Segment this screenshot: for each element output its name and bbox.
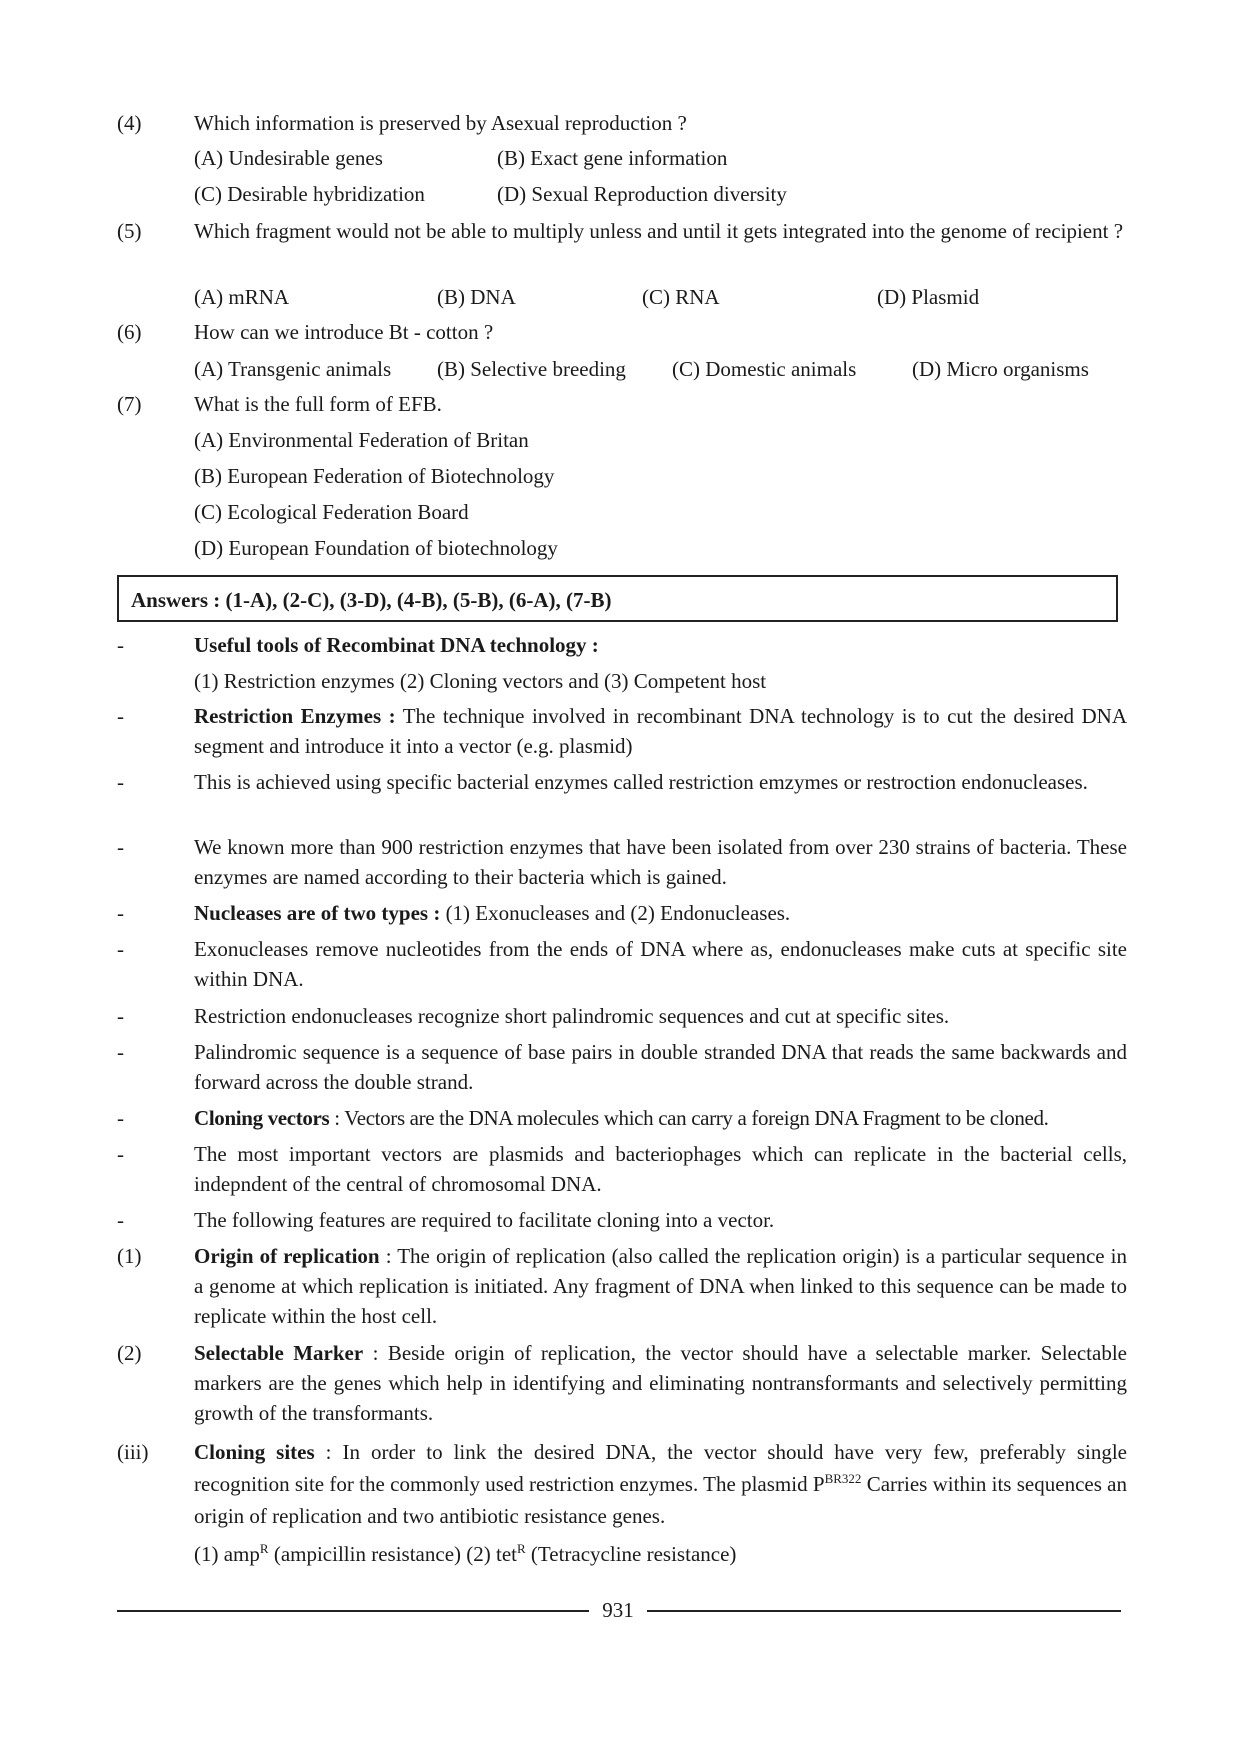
bullet-dash: - bbox=[117, 770, 124, 794]
term: Restriction Enzymes : bbox=[194, 704, 396, 728]
option-d: (D) Plasmid bbox=[877, 285, 980, 309]
option-d: (D) European Foundation of biotechnology bbox=[194, 536, 558, 560]
useful-tools-list: (1) Restriction enzymes (2) Cloning vectors and (3) Competent host bbox=[194, 669, 767, 693]
heading: Useful tools of Recombinat DNA technology : bbox=[194, 633, 599, 657]
bullet-dash: - bbox=[117, 835, 124, 859]
bullet-paragraph bbox=[117, 1001, 1127, 1031]
term: Origin of replication bbox=[194, 1244, 380, 1268]
option-b: (B) Selective breeding bbox=[437, 357, 626, 381]
bullet-paragraph bbox=[117, 1205, 1127, 1235]
paragraph-text: Exonucleases remove nucleotides from the ends of DNA where as, endonucleases make cuts at specific site within DNA. bbox=[194, 937, 1127, 991]
term: Selectable Marker bbox=[194, 1341, 364, 1365]
paragraph-text: This is achieved using specific bacterial enzymes called restriction emzymes or restroction endonucleases. bbox=[194, 770, 1088, 794]
bullet-useful-tools bbox=[117, 630, 1127, 660]
question-number: (4) bbox=[117, 111, 142, 135]
feature-number: (2) bbox=[117, 1341, 142, 1365]
option-c: (C) RNA bbox=[642, 285, 720, 309]
bullet-dash: - bbox=[117, 937, 124, 961]
option-d: (D) Micro organisms bbox=[912, 357, 1089, 381]
option-c: (C) Desirable hybridization bbox=[194, 182, 425, 206]
option-a: (A) mRNA bbox=[194, 285, 290, 309]
definition: (1) Exonucleases and (2) Endonucleases. bbox=[440, 901, 791, 925]
option-a: (A) Undesirable genes bbox=[194, 146, 383, 170]
bullet-nucleases bbox=[117, 898, 1127, 928]
feature-number: (1) bbox=[117, 1244, 142, 1268]
bullet-dash: - bbox=[117, 1106, 124, 1130]
bullet-dash: - bbox=[117, 704, 124, 728]
feature-cloning-sites bbox=[117, 1436, 1127, 1532]
paragraph-text: The most important vectors are plasmids and bacteriophages which can replicate in the bacterial cells, indepndent of the central of chromosomal DNA. bbox=[194, 1142, 1127, 1196]
term: Cloning sites bbox=[194, 1440, 315, 1464]
feature-selectable-marker bbox=[117, 1338, 1127, 1428]
term: Cloning vectors bbox=[194, 1106, 330, 1130]
question-text: Which fragment would not be able to multiply unless and until it gets integrated into the genome of recipient ? bbox=[194, 219, 1124, 243]
bullet-dash: - bbox=[117, 633, 124, 657]
bullet-dash: - bbox=[117, 1040, 124, 1064]
option-c: (C) Domestic animals bbox=[672, 357, 857, 381]
gene-1-desc: (ampicillin resistance) (2) tet bbox=[268, 1542, 517, 1566]
question-number: (6) bbox=[117, 320, 142, 344]
plasmid-superscript: BR322 bbox=[824, 1471, 862, 1486]
question-text: Which information is preserved by Asexual reproduction ? bbox=[194, 111, 687, 135]
question-4 bbox=[117, 108, 1127, 138]
bullet-dash: - bbox=[117, 1142, 124, 1166]
bullet-paragraph bbox=[117, 1139, 1127, 1199]
definition-continued: Carries within its sequences an origin of replication and two antibiotic resistance genes. bbox=[194, 1472, 1128, 1528]
definition: : The origin of replication (also called the replication origin) is a particular sequence in a genome at which replication is initiated. Any fragment of DNA when linked to this sequence can be made to replicate within the host cell. bbox=[194, 1244, 1128, 1328]
gene-1-superscript: R bbox=[259, 1541, 269, 1556]
footer-rule-left bbox=[117, 1610, 589, 1612]
answers-box: Answers : (1-A), (2-C), (3-D), (4-B), (5-B), (6-A), (7-B) bbox=[117, 575, 1118, 622]
footer-rule-right bbox=[647, 1610, 1121, 1612]
bullet-dash: - bbox=[117, 1004, 124, 1028]
bullet-dash: - bbox=[117, 901, 124, 925]
feature-number: (iii) bbox=[117, 1440, 149, 1464]
option-a: (A) Environmental Federation of Britan bbox=[194, 428, 529, 452]
bullet-dash: - bbox=[117, 1208, 124, 1232]
bullet-paragraph bbox=[117, 767, 1127, 797]
question-number: (7) bbox=[117, 392, 142, 416]
antibiotic-genes bbox=[194, 1539, 736, 1569]
question-number: (5) bbox=[117, 219, 142, 243]
definition: : Vectors are the DNA molecules which can carry a foreign DNA Fragment to be cloned. bbox=[329, 1106, 1049, 1130]
bullet-paragraph bbox=[117, 832, 1127, 892]
gene-2-superscript: R bbox=[516, 1541, 526, 1556]
feature-origin-of-replication bbox=[117, 1241, 1127, 1331]
question-6 bbox=[117, 317, 1127, 347]
option-a: (A) Transgenic animals bbox=[194, 357, 392, 381]
bullet-restriction-enzymes bbox=[117, 701, 1127, 761]
option-d: (D) Sexual Reproduction diversity bbox=[497, 182, 787, 206]
bullet-paragraph bbox=[117, 934, 1127, 994]
definition: : Beside origin of replication, the vector should have a selectable marker. Selectable markers are the genes which help in identifying and eliminating nontransformants and selectively permitting growth of the transformants. bbox=[194, 1341, 1127, 1425]
paragraph-text: Palindromic sequence is a sequence of base pairs in double stranded DNA that reads the same backwards and forward across the double strand. bbox=[194, 1040, 1127, 1094]
question-text: What is the full form of EFB. bbox=[194, 392, 442, 416]
term: Nucleases are of two types : bbox=[194, 901, 441, 925]
definition: : In order to link the desired DNA, the vector should have very few, preferably single recognition site for the commonly used restriction enzymes. The plasmid P bbox=[194, 1440, 1127, 1496]
question-text: How can we introduce Bt - cotton ? bbox=[194, 320, 494, 344]
option-c: (C) Ecological Federation Board bbox=[194, 500, 469, 524]
option-b: (B) DNA bbox=[437, 285, 516, 309]
option-b: (B) Exact gene information bbox=[497, 146, 728, 170]
page-footer bbox=[117, 1595, 1121, 1625]
question-7 bbox=[117, 389, 1127, 419]
paragraph-text: The following features are required to facilitate cloning into a vector. bbox=[194, 1208, 775, 1232]
definition: The technique involved in recombinant DNA technology is to cut the desired DNA segment and introduce it into a vector (e.g. plasmid) bbox=[194, 704, 1127, 758]
bullet-paragraph bbox=[117, 1037, 1127, 1097]
paragraph-text: Restriction endonucleases recognize short palindromic sequences and cut at specific sites. bbox=[194, 1004, 950, 1028]
option-b: (B) European Federation of Biotechnology bbox=[194, 464, 555, 488]
page-number: 931 bbox=[602, 1598, 634, 1622]
gene-1: (1) amp bbox=[194, 1542, 260, 1566]
question-5 bbox=[117, 216, 1127, 246]
gene-2-desc: (Tetracycline resistance) bbox=[525, 1542, 737, 1566]
paragraph-text: We known more than 900 restriction enzymes that have been isolated from over 230 strains of bacteria. These enzymes are named according to their bacteria which is gained. bbox=[194, 835, 1127, 889]
bullet-cloning-vectors bbox=[117, 1103, 1127, 1133]
